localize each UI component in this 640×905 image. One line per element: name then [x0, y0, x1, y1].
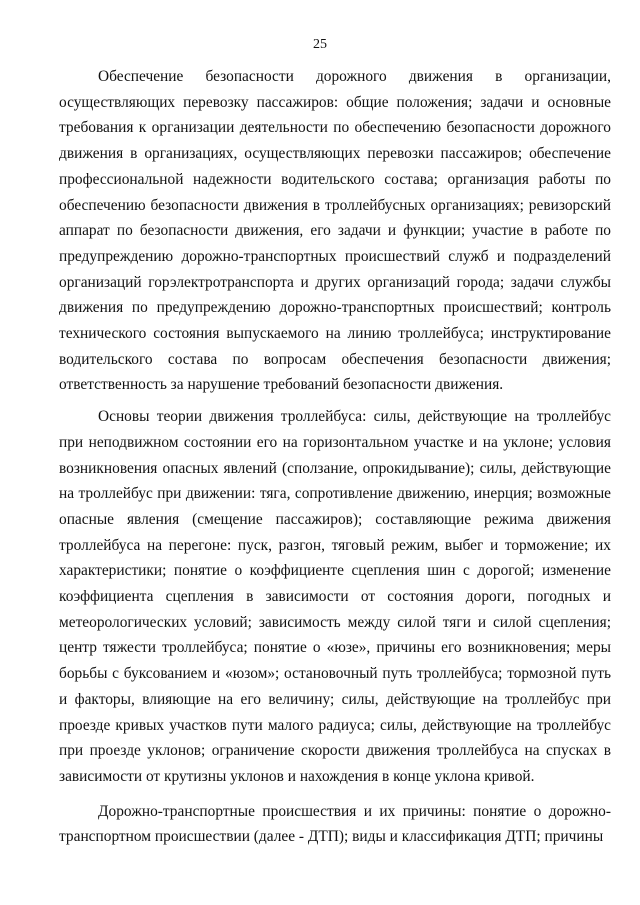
paragraph-road-safety: Обеспечение безопасности дорожного движения в организации, осуществляющих перевозку пассажиров: общие положения; задачи и основные требования к организации деятельности по обеспечению безопасности дорожного движения в организациях, осуществляющих перевозки пассажиров; обеспечение профессиональной надежности водительского состава; организация работы по обеспечению безопасности движения в троллейбусных организациях; ревизорский аппарат по безопасности движения, его задачи и функции; участие в работе по предупреждению дорожно-транспортных происшествий служб и подразделений организаций горэлектротранспорта и других организаций города; задачи службы движения по предупреждению дорожно-транспортных происшествий; контроль технического состояния выпускаемого на линию троллейбуса; инструктирование водительского состава по вопросам обеспечения безопасности движения; ответственность за нарушение требований безопасности движения.	[59, 68, 611, 394]
paragraph-road-accidents: Дорожно-транспортные происшествия и их причины: понятие о дорожно-транспортном происшествии (далее - ДТП); виды и классификация ДТП; причины	[59, 802, 611, 846]
page-number: 25	[313, 37, 327, 52]
paragraph-trolleybus-motion-theory: Основы теории движения троллейбуса: силы, действующие на троллейбус при неподвижном состоянии его на горизонтальном участке и на уклоне; условия возникновения опасных явлений (сползание, опрокидывание); силы, действующие на троллейбус при движении: тяга, сопротивление движению, инерция; возможные опасные явления (смещение пассажиров); составляющие режима движения троллейбуса на перегоне: пуск, разгон, тяговый режим, выбег и торможение; их характеристики; понятие о коэффициенте сцепления шин с дорогой; изменение коэффициента сцепления в зависимости от состояния дороги, погодных и метеорологических условий; зависимость между силой тяги и силой сцепления; центр тяжести троллейбуса; понятие о «юзе», причины его возникновения; меры борьбы с буксованием и «юзом»; остановочный путь троллейбуса; тормозной путь и факторы, влияющие на его величину; силы, действующие на троллейбус при проезде кривых участков пути малого радиуса; силы, действующие на троллейбус при проезде уклонов; ограничение скорости движения троллейбуса на спусках в зависимости от крутизны уклонов и нахождения в конце уклона кривой.	[59, 408, 611, 785]
document-body	[59, 64, 611, 850]
